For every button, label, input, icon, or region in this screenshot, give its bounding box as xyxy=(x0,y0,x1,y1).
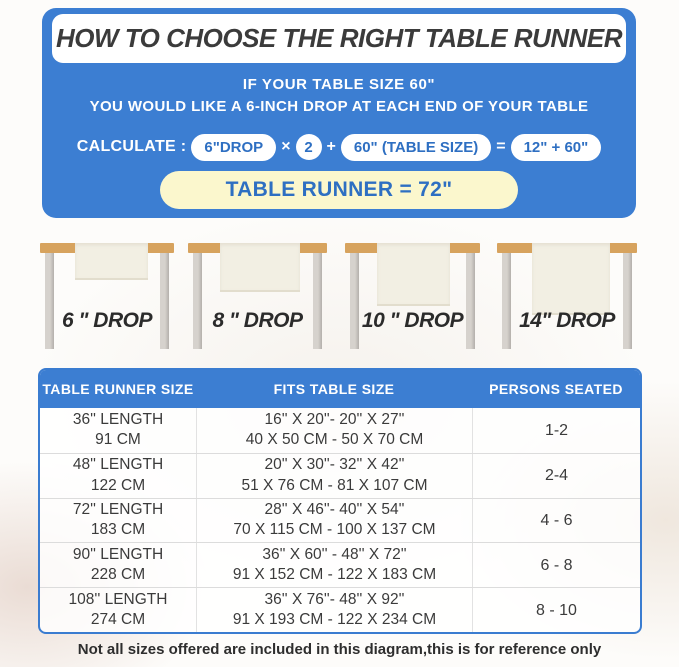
runner-length-inches: 48'' LENGTH xyxy=(72,456,164,474)
fits-cm: 51 X 76 CM - 81 X 107 CM xyxy=(241,476,428,494)
disclaimer-note: Not all sizes offered are included in this diagram,this is for reference only xyxy=(77,641,602,658)
fits-cm: 91 X 152 CM - 122 X 183 CM xyxy=(232,566,437,584)
runner-length-inches: 90'' LENGTH xyxy=(72,545,164,563)
table-row xyxy=(40,408,640,453)
runner-size-cell xyxy=(40,454,196,498)
table-figure-6-drop xyxy=(40,235,174,355)
fits-size-cell xyxy=(196,543,472,587)
table-figure-14-drop xyxy=(497,235,637,355)
runner-length-cm: 183 CM xyxy=(90,521,146,539)
subtitle-line-2: YOU WOULD LIKE A 6-INCH DROP AT EACH END OF YOUR TABLE xyxy=(89,98,589,115)
runner-length-inches: 72'' LENGTH xyxy=(72,501,164,519)
runner-drape xyxy=(532,243,610,315)
table-row xyxy=(40,542,640,587)
column-header-runner-size: TABLE RUNNER SIZE xyxy=(42,381,194,397)
fits-inches: 36'' X 60'' - 48'' X 72'' xyxy=(262,545,407,563)
column-header-fits-table-size: FITS TABLE SIZE xyxy=(273,381,395,397)
runner-size-cell xyxy=(40,499,196,543)
table-leg xyxy=(313,253,322,349)
runner-length-cm: 228 CM xyxy=(90,566,146,584)
persons-seated-cell: 6 - 8 xyxy=(472,543,640,587)
multiply-operator: × xyxy=(281,138,291,155)
table-row xyxy=(40,453,640,498)
fits-cm: 40 X 50 CM - 50 X 70 CM xyxy=(245,431,424,449)
table-leg xyxy=(623,253,632,349)
fits-cm: 70 X 115 CM - 100 X 137 CM xyxy=(233,521,436,539)
drop-illustrations xyxy=(0,235,679,355)
fits-size-cell xyxy=(196,588,472,632)
fits-size-cell xyxy=(196,408,472,453)
table-row xyxy=(40,498,640,543)
table-leg xyxy=(350,253,359,349)
table-leg xyxy=(45,253,54,349)
runner-size-cell xyxy=(40,543,196,587)
fits-size-cell xyxy=(196,454,472,498)
runner-length-inches: 108'' LENGTH xyxy=(68,590,168,608)
fits-inches: 16'' X 20''- 20'' X 27'' xyxy=(264,410,405,428)
table-figure-10-drop xyxy=(345,235,480,355)
fits-size-cell xyxy=(196,499,472,543)
size-reference-table xyxy=(38,368,642,634)
table-row xyxy=(40,587,640,632)
runner-size-cell xyxy=(40,588,196,632)
table-figure-8-drop xyxy=(188,235,327,355)
calculate-label: CALCULATE : xyxy=(76,138,187,155)
multiplier-badge: 2 xyxy=(296,134,322,160)
plus-operator: + xyxy=(326,138,336,155)
fits-inches: 28'' X 46''- 40'' X 54'' xyxy=(264,501,405,519)
drop-label: 14" DROP xyxy=(519,309,615,332)
page-title: HOW TO CHOOSE THE RIGHT TABLE RUNNER xyxy=(55,23,623,53)
persons-seated-cell: 1-2 xyxy=(472,408,640,453)
fits-cm: 91 X 193 CM - 122 X 234 CM xyxy=(232,611,437,629)
runner-length-inches: 36'' LENGTH xyxy=(72,410,164,428)
subtitle-line-1: IF YOUR TABLE SIZE 60" xyxy=(242,76,436,93)
instruction-panel xyxy=(42,8,636,218)
persons-seated-cell: 2-4 xyxy=(472,454,640,498)
title-box xyxy=(52,14,626,63)
runner-drape xyxy=(75,243,148,280)
persons-seated-cell: 4 - 6 xyxy=(472,499,640,543)
runner-length-cm: 122 CM xyxy=(90,476,146,494)
equals-operator: = xyxy=(496,138,506,155)
table-leg xyxy=(193,253,202,349)
fits-inches: 20'' X 30''- 32'' X 42'' xyxy=(264,456,405,474)
runner-result-pill: TABLE RUNNER = 72" xyxy=(160,171,518,209)
persons-seated-cell: 8 - 10 xyxy=(472,588,640,632)
table-header-row xyxy=(40,370,640,408)
drop-label: 6 " DROP xyxy=(62,309,152,332)
runner-drape xyxy=(220,243,300,292)
runner-size-cell xyxy=(40,408,196,453)
column-header-persons-seated: PERSONS SEATED xyxy=(489,381,623,397)
table-leg xyxy=(466,253,475,349)
table-leg xyxy=(502,253,511,349)
calculation-row xyxy=(42,130,636,164)
sum-pill: 12" + 60" xyxy=(511,134,602,161)
drop-value-pill: 6"DROP xyxy=(191,134,276,161)
table-leg xyxy=(160,253,169,349)
runner-length-cm: 274 CM xyxy=(90,611,146,629)
fits-inches: 36'' X 76''- 48'' X 92'' xyxy=(264,590,405,608)
runner-length-cm: 91 CM xyxy=(95,431,141,449)
table-body xyxy=(40,408,640,632)
drop-label: 10 " DROP xyxy=(361,309,464,332)
table-size-pill: 60" (TABLE SIZE) xyxy=(341,134,491,161)
runner-drape xyxy=(377,243,450,306)
drop-label: 8 " DROP xyxy=(212,309,303,332)
